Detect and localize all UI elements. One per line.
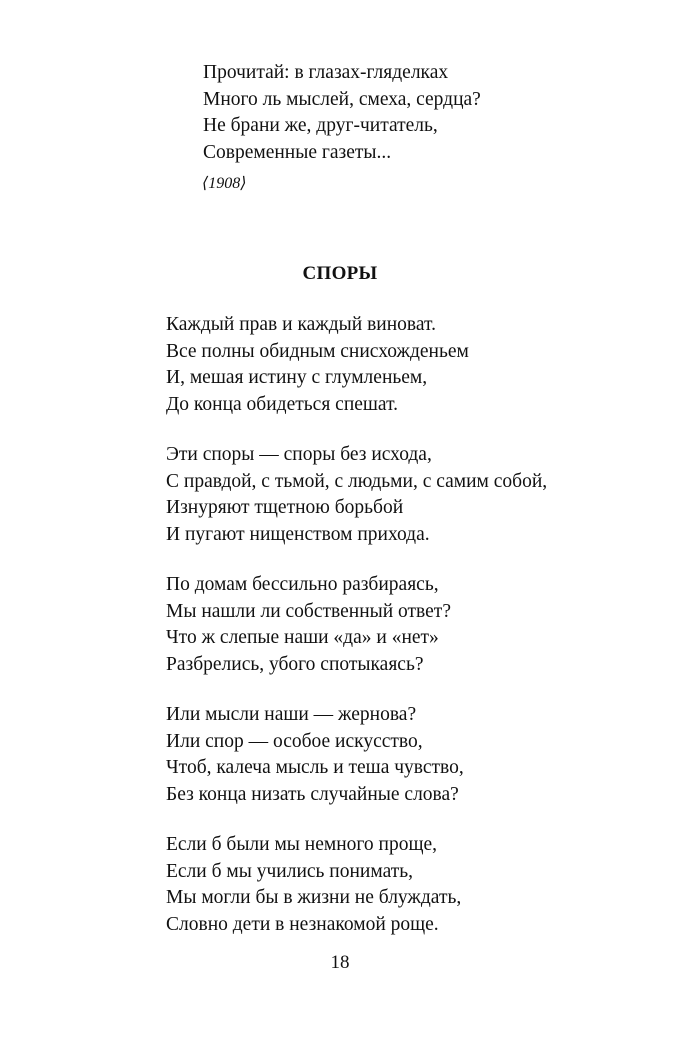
poem-line: Не брани же, друг-читатель,	[203, 115, 438, 136]
poem-title: СПОРЫ	[302, 263, 378, 284]
poem-body	[166, 312, 547, 938]
previous-poem-stanza	[203, 60, 481, 166]
stanza-3	[166, 572, 547, 678]
stanza-5	[166, 832, 547, 938]
poem-line: И, мешая истину с глумленьем,	[166, 367, 428, 388]
poem-line: Без конца низать случайные слова?	[166, 783, 459, 805]
poem-date: ⟨1908⟩	[202, 175, 247, 192]
poem-line: Или мысли наши — жернова?	[166, 704, 417, 725]
poem-line: Каждый прав и каждый виноват.	[166, 314, 436, 335]
page-number: 18	[330, 952, 350, 973]
poem-line: Чтоб, калеча мысль и теша чувство,	[166, 757, 464, 778]
poem-line: С правдой, с тьмой, с людьми, с самим собой,	[166, 470, 548, 492]
poem-line: Разбрелись, убого спотыкаясь?	[166, 653, 424, 675]
poem-line: Современные газеты...	[203, 141, 392, 163]
poem-line: Много ль мыслей, смеха, сердца?	[203, 88, 481, 110]
poem-line: Эти споры — споры без исхода,	[166, 444, 432, 465]
poem-line: Если б мы учились понимать,	[166, 860, 414, 882]
stanza-2	[166, 442, 547, 548]
stanza-4	[166, 702, 547, 808]
poem-line: Изнуряют тщетною борьбой	[166, 497, 404, 518]
poem-line: Если б были мы немного проще,	[166, 834, 438, 855]
poem-line: И пугают нищенством прихода.	[166, 523, 430, 545]
poem-line: Или спор — особое искусство,	[166, 730, 423, 752]
poem-line: Мы нашли ли собственный ответ?	[166, 600, 451, 622]
poem-line: Мы могли бы в жизни не блуждать,	[166, 887, 462, 908]
poem-line: Словно дети в незнакомой роще.	[166, 913, 439, 935]
poem-line: Все полны обидным снисхожденьем	[166, 340, 469, 362]
stanza-1	[166, 312, 547, 418]
poem-line: Что ж слепые наши «да» и «нет»	[166, 627, 439, 648]
poem-line: Прочитай: в глазах-гляделках	[203, 62, 449, 83]
poem-line: До конца обидеться спешат.	[166, 393, 399, 415]
poem-line: По домам бессильно разбираясь,	[166, 574, 439, 595]
